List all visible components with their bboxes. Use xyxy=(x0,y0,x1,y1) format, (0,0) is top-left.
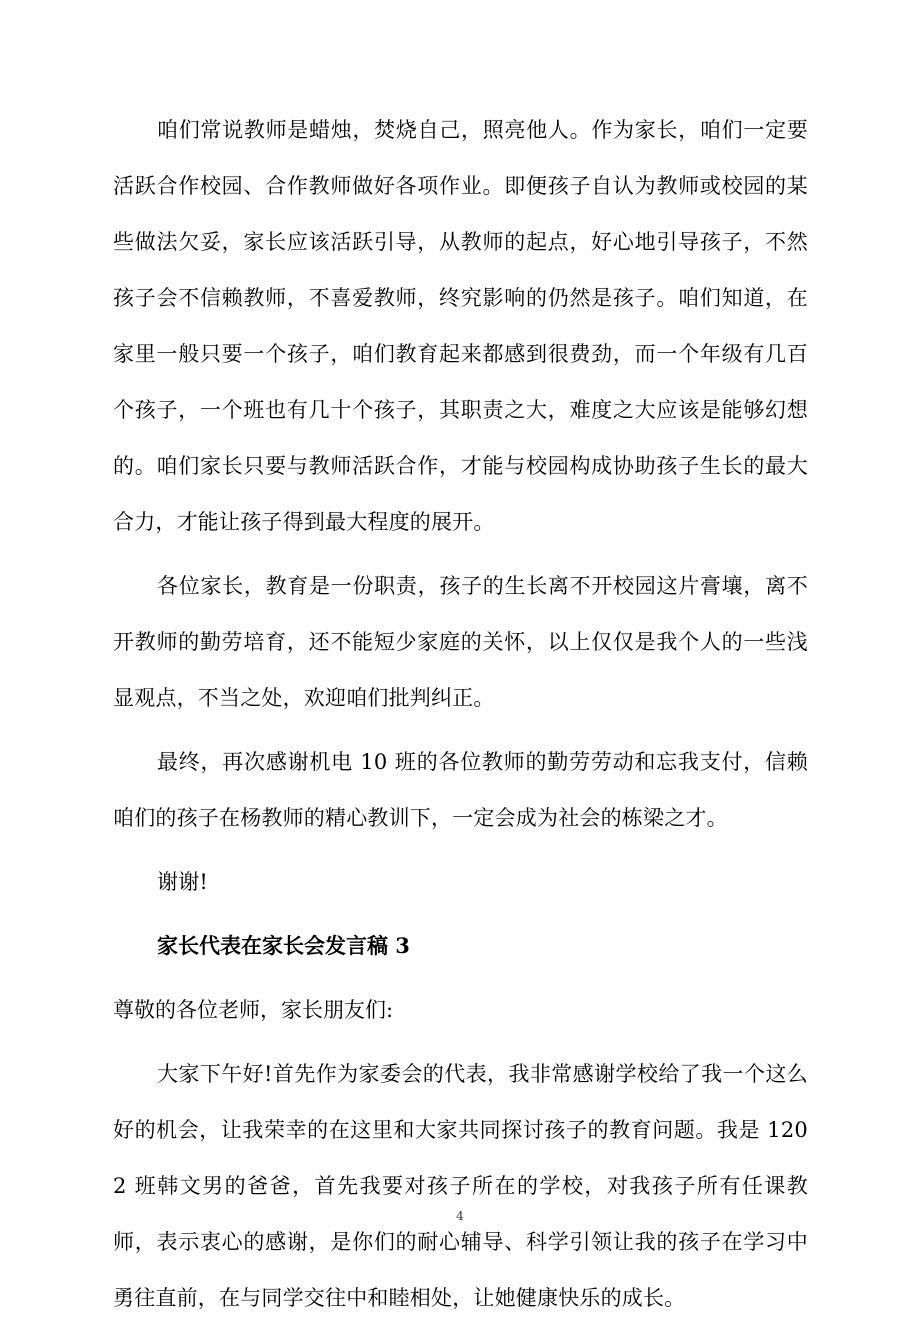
paragraph-final-thanks: 最终，再次感谢机电 10 班的各位教师的勤劳劳动和忘我支付，信赖咱们的孩子在杨教师的精心教训下，一定会成为社会的栋梁之才。 xyxy=(113,750,808,830)
salutation: 尊敬的各位老师，家长朋友们: xyxy=(113,998,394,1022)
document-body xyxy=(113,102,808,1326)
paragraph-education-responsibility: 各位家长，教育是一份职责，孩子的生长离不开校园这片膏壤，离不开教师的勤劳培育，还不能短少家庭的关怀，以上仅仅是我个人的一些浅显观点，不当之处，欢迎咱们批判纠正。 xyxy=(113,574,808,710)
section-title: 家长代表在家长会发言稿 3 xyxy=(157,933,410,958)
paragraph-greeting: 大家下午好!首先作为家委会的代表，我非常感谢学校给了我一个这么好的机会，让我荣幸的在这里和大家共同探讨孩子的教育问题。我是 1202 班韩文男的爸爸，首先我要对孩子所在的学校，对我孩子所有任课教师，表示衷心的感谢，是你们的耐心辅导、科学引领让我的孩子在学习中勇往直前，在与同学交往中和睦相处，让她健康快乐的成长。 xyxy=(113,1062,808,1310)
paragraph-thank-you: 谢谢! xyxy=(157,870,209,894)
paragraph-teachers-candle: 咱们常说教师是蜡烛，焚烧自己，照亮他人。作为家长，咱们一定要活跃合作校园、合作教师做好各项作业。即便孩子自认为教师或校园的某些做法欠妥，家长应该活跃引导，从教师的起点，好心地引导孩子，不然孩子会不信赖教师，不喜爱教师，终究影响的仍然是孩子。咱们知道，在家里一般只要一个孩子，咱们教育起来都感到很费劲，而一个年级有几百个孩子，一个班也有几十个孩子，其职责之大，难度之大应该是能够幻想的。咱们家长只要与教师活跃合作，才能与校园构成协助孩子生长的最大合力，才能让孩子得到最大程度的展开。 xyxy=(113,118,808,534)
page-number: 4 xyxy=(456,1209,464,1223)
